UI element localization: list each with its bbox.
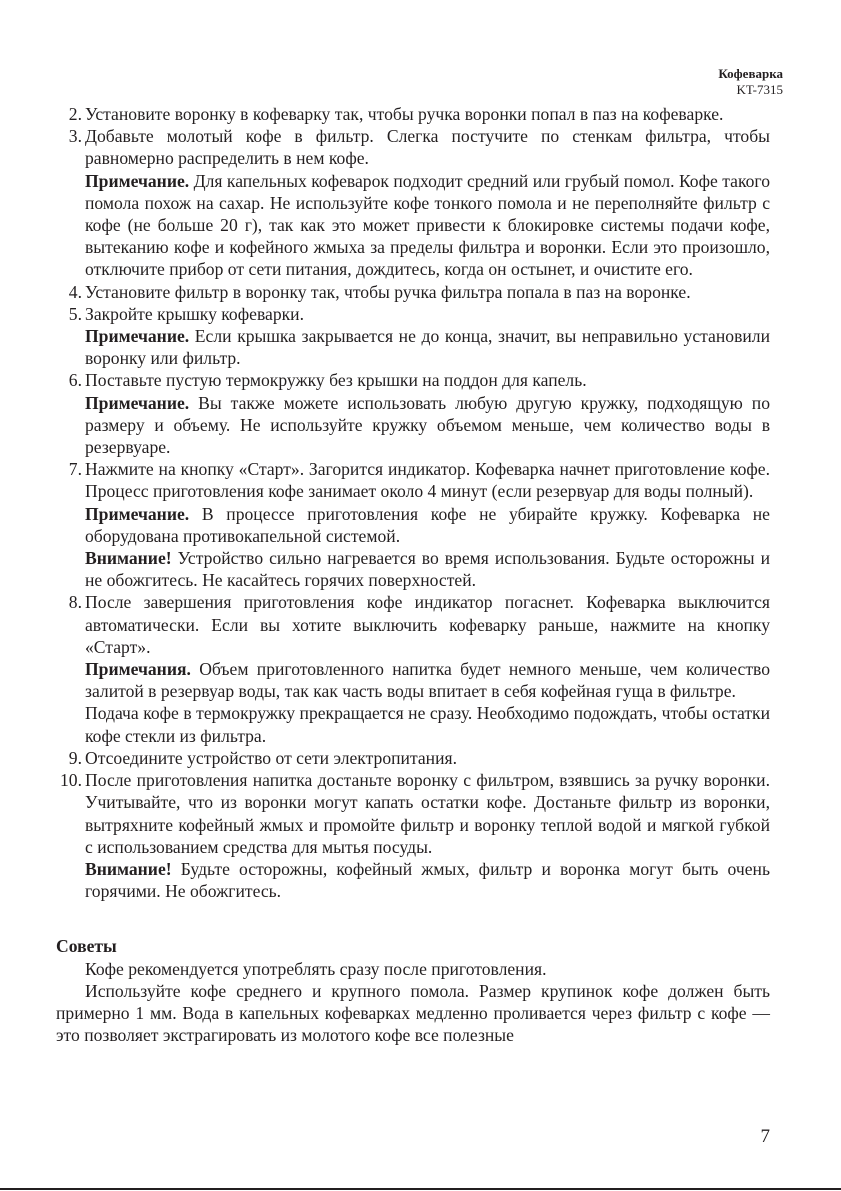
item-number: 10. xyxy=(60,770,82,791)
list-item xyxy=(56,281,770,303)
item-paragraph xyxy=(85,303,770,325)
list-item xyxy=(56,369,770,458)
list-item xyxy=(56,103,770,125)
paragraph-text: Устройство сильно нагревается во время использования. Будьте осторожны и не обожгитесь. Не касайтесь горячих поверхностей. xyxy=(85,548,770,591)
paragraph-text: Будьте осторожны, кофейный жмых, фильтр и воронка могут быть очень горячими. Не обожгитесь. xyxy=(85,858,770,902)
paragraph-text: Вы также можете использовать любую другую кружку, подходящую по размеру и объему. Не используйте кружку объемом меньше, чем количество воды в резервуаре. xyxy=(85,392,770,458)
tips-paragraph: Используйте кофе среднего и крупного помола. Размер крупинок кофе должен быть примерно 1 мм. Вода в капельных кофеварках медленно проливается через фильтр с кофе — это позволяет экстрагировать из молотого кофе все полезные xyxy=(56,980,770,1046)
paragraph-text: Нажмите на кнопку «Старт». Загорится индикатор. Кофеварка начнет приготовление кофе. Процесс приготовления кофе занимает около 4 минут (если резервуар для воды полный). xyxy=(85,459,770,502)
item-number: 3. xyxy=(68,126,82,147)
list-item xyxy=(56,458,770,591)
item-paragraph xyxy=(85,591,770,658)
paragraph-text: После завершения приготовления кофе индикатор погаснет. Кофеварка выключится автоматически. Если вы хотите выключить кофеварку раньше, нажмите на кнопку «Старт». xyxy=(85,592,770,657)
instruction-list xyxy=(56,103,770,902)
item-number: 2. xyxy=(68,104,82,124)
note-paragraph xyxy=(85,658,770,702)
header-model: KT-7315 xyxy=(736,82,783,97)
list-item xyxy=(56,769,770,902)
item-paragraph xyxy=(85,747,770,769)
item-number: 4. xyxy=(68,281,82,302)
item-number: 9. xyxy=(68,747,82,768)
note-paragraph xyxy=(85,170,770,281)
paragraph-text: Добавьте молотый кофе в фильтр. Слегка постучите по стенкам фильтра, чтобы равномерно распределить в нем кофе. xyxy=(85,126,770,169)
item-paragraph xyxy=(85,702,770,746)
paragraph-text: Поставьте пустую термокружку без крышки на поддон для капель. xyxy=(85,370,587,391)
list-item xyxy=(56,747,770,769)
paragraph-text: После приготовления напитка достаньте воронку с фильтром, взявшись за ручку воронки. Учитывайте, что из воронки могут капать остатки кофе. Достаньте фильтр из воронки, вытряхните кофейный жмых и промойте фильтр и воронку теплой водой и мягкой губкой с использованием средства для мытья посуды. xyxy=(85,770,770,857)
list-item xyxy=(56,591,770,746)
list-item xyxy=(56,303,770,370)
item-number: 6. xyxy=(68,370,82,391)
paragraph-text: Установите фильтр в воронку так, чтобы ручка фильтра попала в паз на воронке. xyxy=(85,281,691,302)
tips-section xyxy=(56,958,770,1047)
note-paragraph xyxy=(85,503,770,547)
tips-paragraph: Кофе рекомендуется употреблять сразу после приготовления. xyxy=(85,958,547,979)
page-content xyxy=(56,103,770,1046)
note-paragraph xyxy=(85,547,770,591)
item-number: 8. xyxy=(68,592,82,613)
note-label: Внимание! xyxy=(85,548,172,569)
item-number: 5. xyxy=(68,303,82,324)
note-paragraph xyxy=(85,325,770,369)
paragraph-text: Закройте крышку кофеварки. xyxy=(85,303,304,324)
header-title: Кофеварка xyxy=(718,66,783,81)
note-label: Внимание! xyxy=(85,858,172,879)
item-paragraph xyxy=(85,103,770,125)
paragraph-text: Установите воронку в кофеварку так, чтобы ручка воронки попал в паз на кофеварке. xyxy=(85,104,724,124)
item-number: 7. xyxy=(68,459,82,480)
paragraph-text: Отсоедините устройство от сети электропитания. xyxy=(85,747,457,768)
note-label: Примечание. xyxy=(85,503,190,524)
item-paragraph xyxy=(85,369,770,391)
note-paragraph xyxy=(85,392,770,459)
paragraph-text: Для капельных кофеварок подходит средний или грубый помол. Кофе такого помола похож на сахар. Не используйте кофе тонкого помола и не переполняйте фильтр с кофе (не больше 20 г), так как это может привести к блокировке системы подачи кофе, вытеканию кофе и кофейного жмыха за пределы фильтра и воронки. Если это произошло, отключите прибор от сети питания, дождитесь, когда он остынет, и очистите его. xyxy=(85,170,770,280)
tips-heading: Советы xyxy=(56,936,117,957)
note-paragraph xyxy=(85,858,770,902)
list-item xyxy=(56,125,770,280)
paragraph-text: Подача кофе в термокружку прекращается не сразу. Необходимо подождать, чтобы остатки кофе стекли из фильтра. xyxy=(85,703,770,746)
bottom-rule xyxy=(0,1188,841,1190)
item-paragraph xyxy=(85,125,770,169)
note-label: Примечание. xyxy=(85,170,190,191)
page-header xyxy=(718,66,783,98)
item-paragraph xyxy=(85,281,770,303)
note-label: Примечания. xyxy=(85,659,191,680)
note-label: Примечание. xyxy=(85,326,190,347)
item-paragraph xyxy=(85,458,770,502)
paragraph-text: Объем приготовленного напитка будет немного меньше, чем количество залитой в резервуар воды, так как часть воды впитает в себя кофейная гуща в фильтре. xyxy=(85,659,770,702)
page-number: 7 xyxy=(760,1126,770,1147)
item-paragraph xyxy=(85,769,770,858)
paragraph-text: В процессе приготовления кофе не убирайте кружку. Кофеварка не оборудована противокапельной системой. xyxy=(85,503,770,546)
note-label: Примечание. xyxy=(85,392,190,413)
paragraph-text: Если крышка закрывается не до конца, значит, вы неправильно установили воронку или фильтр. xyxy=(85,326,770,369)
